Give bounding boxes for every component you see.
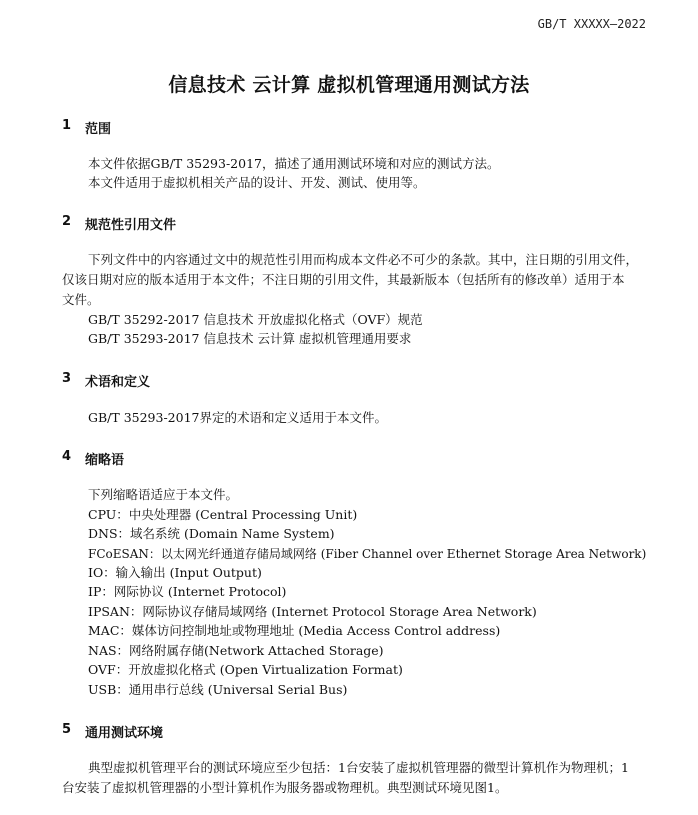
section-number: 5 (62, 722, 72, 737)
reference-item: GB/T 35292-2017 信息技术 开放虚拟化格式（OVF）规范 (88, 312, 423, 327)
paragraph-line: 本文件适用于虚拟机相关产品的设计、开发、测试、使用等。 (88, 175, 426, 190)
paragraph-line: 文件。 (62, 292, 100, 307)
document-title: 信息技术 云计算 虚拟机管理通用测试方法 (168, 74, 530, 96)
section-title: 范围 (85, 122, 112, 137)
section-title: 缩略语 (85, 453, 125, 468)
abbreviation-item: USB：通用串行总线 (Universal Serial Bus) (88, 682, 348, 697)
reference-item: GB/T 35293-2017 信息技术 云计算 虚拟机管理通用要求 (88, 331, 412, 346)
paragraph-line: 本文件依据GB/T 35293-2017，描述了通用测试环境和对应的测试方法。 (88, 156, 500, 171)
section-title: 通用测试环境 (85, 726, 164, 741)
abbreviation-item: OVF：开放虚拟化格式 (Open Virtualization Format) (88, 662, 403, 677)
abbreviation-item: IP：网际协议 (Internet Protocol) (88, 584, 287, 599)
paragraph-line: 下列缩略语适应于本文件。 (88, 487, 239, 502)
section-2-heading (62, 214, 176, 233)
section-title: 术语和定义 (85, 375, 151, 390)
paragraph-line: 仅该日期对应的版本适用于本文件；不注日期的引用文件，其最新版本（包括所有的修改单）适用于本 (62, 272, 625, 287)
abbreviation-item: MAC：媒体访问控制地址或物理地址 (Media Access Control address) (88, 623, 501, 638)
abbreviation-item: NAS：网络附属存储(Network Attached Storage) (88, 643, 384, 658)
section-number: 2 (62, 214, 72, 229)
abbreviation-item: FCoESAN：以太网光纤通道存储局域网络 (Fiber Channel over Ethernet Storage Area Network) (88, 547, 647, 561)
abbreviation-item: CPU：中央处理器 (Central Processing Unit) (88, 507, 358, 522)
section-number: 4 (62, 449, 72, 464)
section-3-heading (62, 371, 150, 390)
section-1-heading (62, 118, 111, 137)
abbreviation-item: IPSAN：网际协议存储局域网络 (Internet Protocol Storage Area Network) (88, 604, 537, 619)
paragraph-line: 下列文件中的内容通过文中的规范性引用而构成本文件必不可少的条款。其中，注日期的引用文件， (88, 252, 639, 267)
paragraph-line: 典型虚拟机管理平台的测试环境应至少包括：1台安装了虚拟机管理器的微型计算机作为物理机；1 (88, 760, 629, 775)
paragraph-line: 台安装了虚拟机管理器的小型计算机作为服务器或物理机。典型测试环境见图1。 (62, 780, 508, 795)
section-number: 3 (62, 371, 72, 386)
standard-code: GB/T XXXXX—2022 (537, 17, 646, 31)
section-number: 1 (62, 118, 72, 133)
section-4-heading (62, 449, 124, 468)
abbreviation-item: IO：输入输出 (Input Output) (88, 565, 262, 580)
section-title: 规范性引用文件 (85, 218, 177, 233)
section-5-heading (62, 722, 163, 741)
paragraph-line: GB/T 35293-2017界定的术语和定义适用于本文件。 (88, 410, 387, 425)
abbreviation-item: DNS：域名系统 (Domain Name System) (88, 526, 335, 541)
